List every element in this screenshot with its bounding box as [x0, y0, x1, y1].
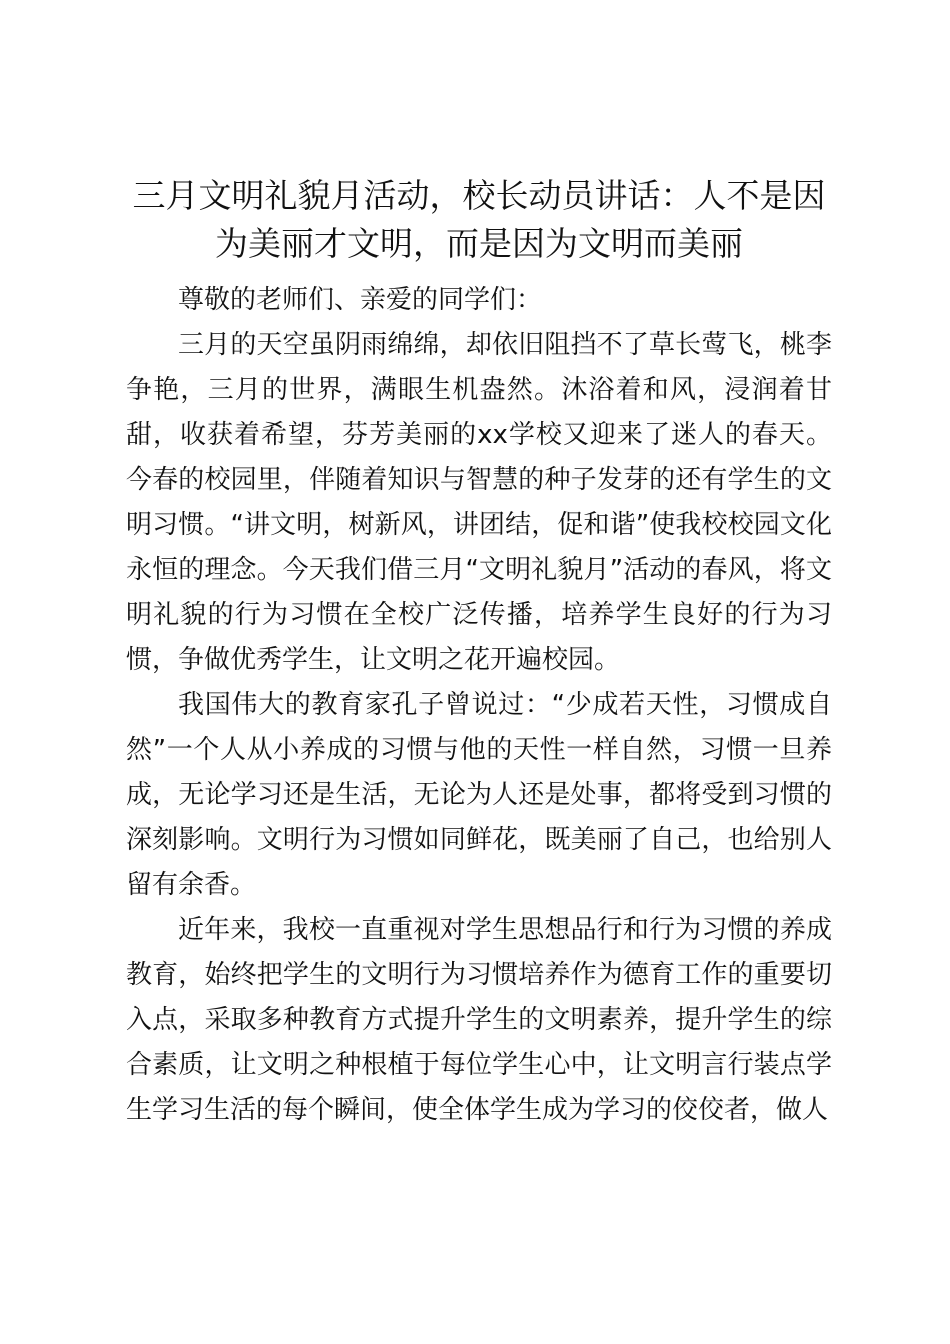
salutation: 尊敬的老师们、亲爱的同学们：	[178, 285, 543, 315]
paragraph-1: 三月的天空虽阴雨绵绵，却依旧阻挡不了草长莺飞，桃李争艳，三月的世界，满眼生机盎然。沐浴着和风，浸润着甘甜，收获着希望，芬芳美丽的xx学校又迎来了迷人的春天。今春的校园里，伴随着知识与智慧的种子发芽的还有学生的文明习惯。“讲文明，树新风，讲团结，促和谐”使我校校园文化永恒的理念。今天我们借三月“文明礼貌月”活动的春风，将文明礼貌的行为习惯在全校广泛传播，培养学生良好的行为习惯，争做优秀学生，让文明之花开遍校园。	[126, 330, 832, 675]
paragraph-2: 我国伟大的教育家孔子曾说过：“少成若天性，习惯成自然”一个人从小养成的习惯与他的天性一样自然，习惯一旦养成，无论学习还是生活，无论为人还是处事，都将受到习惯的深刻影响。文明行为习惯如同鲜花，既美丽了自己，也给别人留有余香。	[126, 690, 832, 900]
document-body	[126, 172, 832, 1133]
paragraph-3: 近年来，我校一直重视对学生思想品行和行为习惯的养成教育，始终把学生的文明行为习惯培养作为德育工作的重要切入点，采取多种教育方式提升学生的文明素养，提升学生的综合素质，让文明之种根植于每位学生心中，让文明言行装点学生学习生活的每个瞬间，使全体学生成为学习的佼佼者，做人	[126, 915, 832, 1125]
document-title: 三月文明礼貌月活动，校长动员讲话：人不是因为美丽才文明，而是因为文明而美丽	[132, 176, 826, 263]
